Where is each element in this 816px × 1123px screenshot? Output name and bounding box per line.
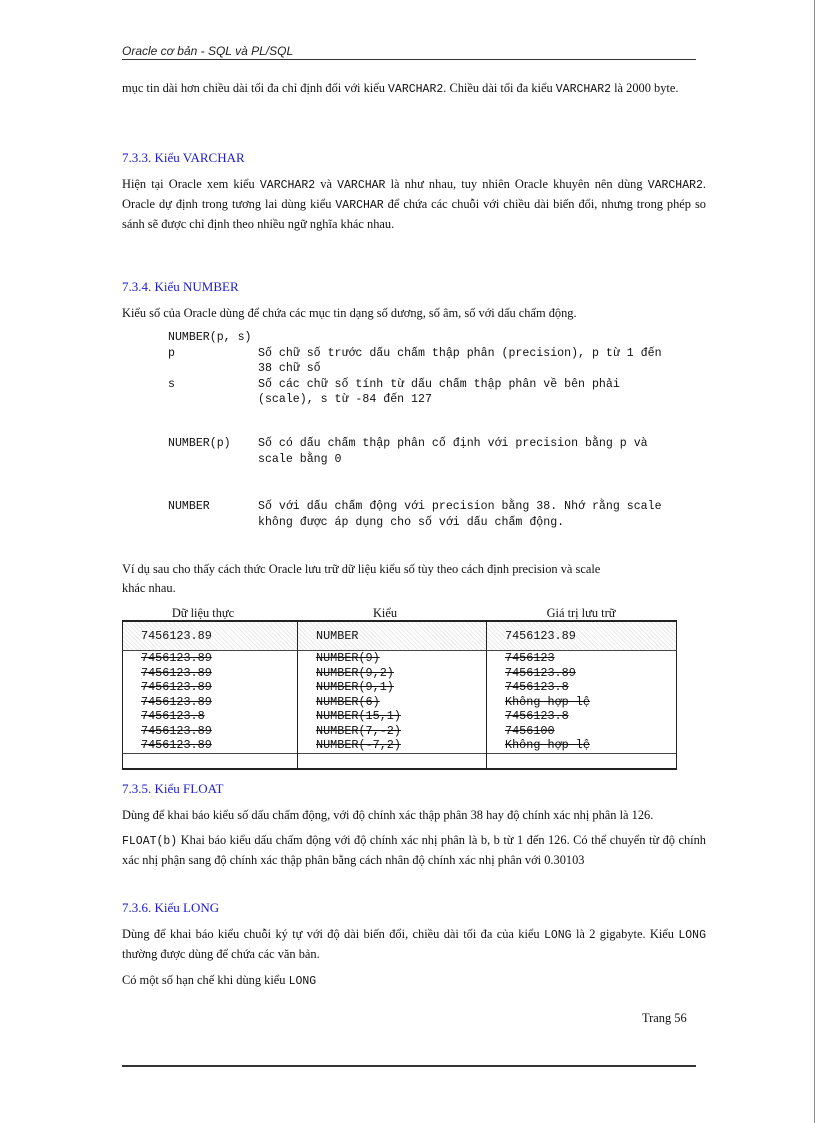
heading-number: 7.3.4. Kiểu NUMBER xyxy=(122,279,239,294)
intro-text-1: mục tin dài hơn chiều dài tối đa chỉ định đối với kiểu xyxy=(122,81,389,95)
table-cell xyxy=(487,753,677,769)
number-plain-desc: Số với dấu chấm động với precision bằng 38. Nhớ rằng scale không được áp dụng cho số với dấu chấm động. xyxy=(258,500,662,529)
varchar-keyword-2: VARCHAR xyxy=(337,179,386,192)
param-row-p xyxy=(168,346,668,377)
varchar-text-5: để chứa các chuỗi với chiều dài biến đổi, nhưng trong phép so sánh sẽ được chỉ định theo nhiều ngữ nghĩa khác nhau. xyxy=(122,197,706,231)
number-p-desc: Số có dấu chấm thập phân cố định với precision bằng p và scale bằng 0 xyxy=(258,437,648,466)
number-plain-block xyxy=(168,499,668,530)
varchar-keyword-1: VARCHAR2 xyxy=(259,179,316,192)
footer-divider xyxy=(122,1065,696,1067)
table-cell: NUMBER(15,1) xyxy=(298,709,487,724)
column-header-data: Dữ liệu thực xyxy=(171,606,235,620)
intro-text-2: . Chiều dài tối đa kiểu xyxy=(443,81,556,95)
table-cell: NUMBER(-7,2) xyxy=(298,738,487,753)
table-cell: NUMBER(7,-2) xyxy=(298,724,487,739)
table-row xyxy=(123,753,677,769)
table-cell: 7456123.89 xyxy=(123,621,298,651)
long-keyword-3: LONG xyxy=(288,975,317,988)
intro-paragraph xyxy=(122,79,706,99)
long-paragraph-2 xyxy=(122,971,706,991)
table-row xyxy=(123,651,677,666)
float-paragraph-1: Dùng để khai báo kiểu số dấu chấm động, với độ chính xác thập phân 38 hay độ chính xác nhị phân là 126. xyxy=(122,808,654,822)
number-intro: Kiểu số của Oracle dùng để chứa các mục tin dạng số dương, số âm, số với dấu chấm động. xyxy=(122,306,577,320)
varchar-keyword-4: VARCHAR xyxy=(335,199,384,212)
intro-text-3: là 2000 byte. xyxy=(611,81,679,95)
heading-varchar: 7.3.3. Kiểu VARCHAR xyxy=(122,150,245,165)
param-key: p xyxy=(168,346,175,360)
float-paragraph-2 xyxy=(122,831,706,870)
table-row xyxy=(123,724,677,739)
table-cell: 7456123 xyxy=(487,651,677,666)
table-cell: NUMBER xyxy=(298,621,487,651)
table-cell: 7456123.89 xyxy=(123,724,298,739)
table-row xyxy=(123,666,677,681)
number-syntax-block xyxy=(168,330,668,408)
column-header-stored: Giá trị lưu trữ xyxy=(546,606,616,620)
param-desc: Số các chữ số tính từ dấu chấm thập phân về bên phải (scale), s từ -84 đến 127 xyxy=(258,377,620,406)
table-header xyxy=(122,606,676,621)
varchar-text-1: Hiện tại Oracle xem kiểu xyxy=(122,177,260,191)
table-cell: 7456123.8 xyxy=(487,709,677,724)
table-cell: 7456123.8 xyxy=(123,709,298,724)
table-cell: NUMBER(6) xyxy=(298,695,487,710)
table-cell: Không hợp lệ xyxy=(487,695,677,710)
table-cell xyxy=(298,753,487,769)
table-cell: 7456123.89 xyxy=(123,738,298,753)
varchar-keyword-3: VARCHAR2 xyxy=(647,179,703,192)
number-storage-table xyxy=(122,620,677,770)
long-text-2: là 2 gigabyte. Kiểu xyxy=(571,927,679,941)
table-row xyxy=(123,709,677,724)
varchar-text-3: là như nhau, tuy nhiên Oracle khuyên nên dùng xyxy=(385,177,648,191)
long-text-3: thường được dùng để chứa các văn bản. xyxy=(122,947,320,961)
param-desc: Số chữ số trước dấu chấm thập phân (precision), p từ 1 đến 38 chữ số xyxy=(258,346,662,375)
column-header-type: Kiểu xyxy=(372,606,398,620)
number-syntax: NUMBER(p, s) xyxy=(168,331,252,344)
table-cell xyxy=(123,753,298,769)
example-intro: Ví dụ sau cho thấy cách thức Oracle lưu trữ dữ liệu kiểu số tùy theo cách định precision và scale khác nhau. xyxy=(122,562,601,595)
table-cell: 7456123.89 xyxy=(123,680,298,695)
heading-long: 7.3.6. Kiểu LONG xyxy=(122,900,220,915)
float-keyword: FLOAT(b) xyxy=(122,835,178,848)
table-row xyxy=(123,695,677,710)
table-cell: 7456123.8 xyxy=(487,680,677,695)
intro-keyword-1: VARCHAR2 xyxy=(388,83,444,96)
table-cell: NUMBER(9) xyxy=(298,651,487,666)
intro-keyword-2: VARCHAR2 xyxy=(555,83,611,96)
param-row-s xyxy=(168,377,668,408)
varchar-paragraph xyxy=(122,175,706,234)
table-cell: 7456123.89 xyxy=(487,666,677,681)
long-text-1: Dùng để khai báo kiểu chuỗi ký tự với độ dài biến đổi, chiều dài tối đa của kiểu xyxy=(122,927,544,941)
number-plain-key: NUMBER xyxy=(168,500,210,513)
long-keyword-2: LONG xyxy=(678,929,706,942)
table-cell: NUMBER(9,1) xyxy=(298,680,487,695)
table-cell: 7456123.89 xyxy=(487,621,677,651)
page-number: Trang 56 xyxy=(642,1011,687,1025)
long-text-4: Có một số hạn chế khi dùng kiểu xyxy=(122,973,289,987)
varchar-text-4: . Oracle dự định trong tương lai dùng kiểu xyxy=(122,177,707,211)
long-paragraph-1 xyxy=(122,925,706,964)
table-cell: 7456100 xyxy=(487,724,677,739)
varchar-text-2: và xyxy=(315,177,338,191)
float-text: Khai báo kiểu dấu chấm động với độ chính xác nhị phân là b, b từ 1 đến 126. Có thể chuyển từ độ chính xác nhị phận sang độ chính xác thập phân bằng cách nhân độ chính xác nhị phân với 0.30103 xyxy=(122,833,706,867)
page-edge xyxy=(814,0,815,1123)
table-row xyxy=(123,738,677,753)
table-cell: NUMBER(9,2) xyxy=(298,666,487,681)
table-cell: 7456123.89 xyxy=(123,666,298,681)
table-cell: Không hợp lệ xyxy=(487,738,677,753)
number-p-key: NUMBER(p) xyxy=(168,437,231,450)
table-cell: 7456123.89 xyxy=(123,695,298,710)
table-cell: 7456123.89 xyxy=(123,651,298,666)
table-row xyxy=(123,680,677,695)
param-key: s xyxy=(168,377,175,391)
page-header: Oracle cơ bản - SQL và PL/SQL xyxy=(122,44,696,60)
long-keyword-1: LONG xyxy=(543,929,572,942)
number-p-block xyxy=(168,436,668,467)
table-row xyxy=(123,621,677,651)
heading-float: 7.3.5. Kiểu FLOAT xyxy=(122,781,224,796)
